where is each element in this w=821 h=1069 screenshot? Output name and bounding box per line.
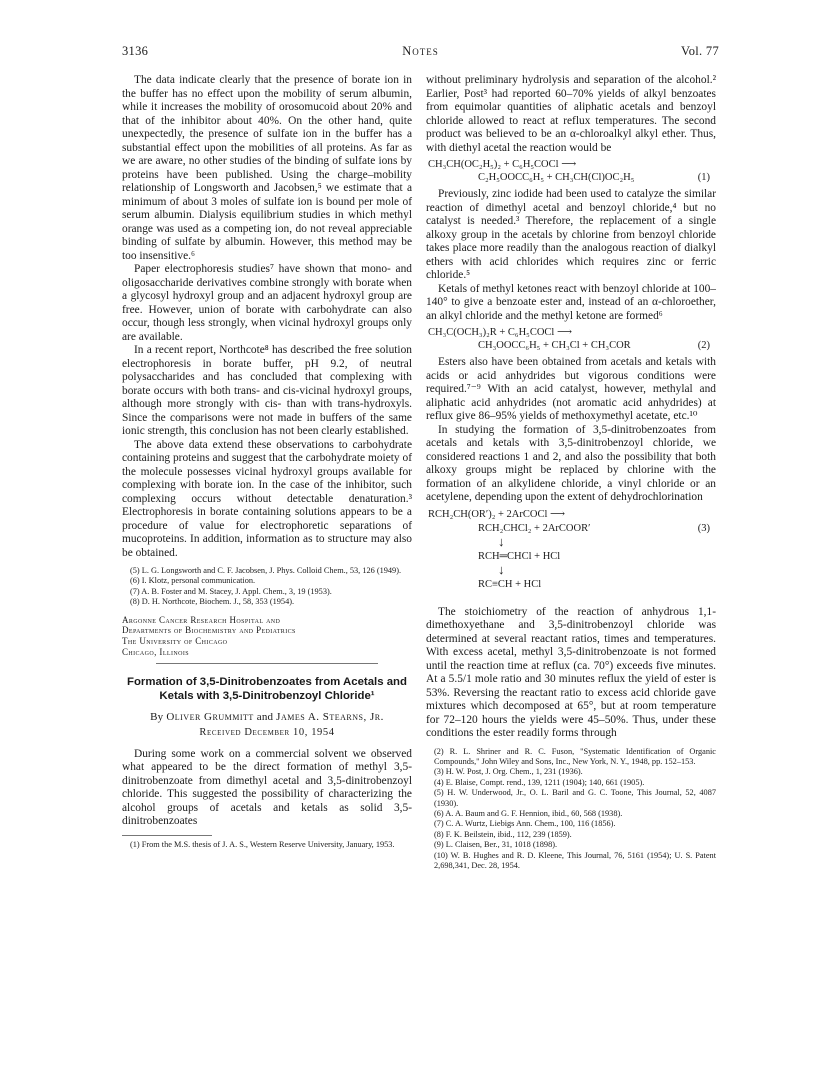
body-paragraph: Previously, zinc iodide had been used to catalyze the similar reaction of dimethyl acetal and benzoyl chloride,⁴ but no catalyst is needed.³ Therefore, the replacement of a single alkoxy group in the acetals by chlorine from benzoyl chloride takes place more readily than the analogous reaction of dialkyl ethers with acid chlorides which requires zinc or ferric chloride.⁵ [426,188,716,281]
article-title: Formation of 3,5-Dinitrobenzoates from Acetals and Ketals with 3,5-Dinitrobenzoyl Chloride¹ [127,675,407,702]
body-paragraph: In studying the formation of 3,5-dinitrobenzoates from acetals and ketals with 3,5-dinitrobenzoyl chloride, we considered reactions 1 and 2, and also the possibility that both alkoxy groups might be replaced by chlorine with the formation of an alkylidene chloride, a vinyl chloride or an acetylene, depending upon the extent of dehydrochlorination [426,423,716,503]
equation-2 [426,326,716,352]
author-line [122,711,412,723]
left-column [122,74,412,850]
body-paragraph: In a recent report, Northcote⁸ has described the free solution electrophoresis in borate buffer, pH 9.2, of neutral polysaccharides and has concluded that complexing with borate occurs with both trans- and cis-vicinal hydroxyl groups, although more strongly with cis- than with trans-hydroxyls. Since the comparisons were not made in buffers of the same ionic strength, this conclusion has not been clearly established. [122,344,412,437]
footnote: (3) H. W. Post, J. Org. Chem., 1, 231 (1936). [434,767,583,777]
footnote: (6) A. A. Baum and G. F. Hennion, ibid., 60, 568 (1938). [434,808,623,818]
section-divider [156,663,378,664]
equation-number: (2) [697,340,710,351]
footnote: (2) R. L. Shriner and R. C. Fuson, "Systematic Identification of Organic Compounds," John Wiley and Sons, Inc., New York, N. Y., 1948, pp. 152–153. [434,746,716,766]
equation-line: CH₃C(OCH₃)₂R + C₆H₅COCl ⟶ [428,327,573,338]
footnotes-left [122,566,412,608]
footnote: (9) L. Claisen, Ber., 31, 1018 (1898). [434,840,558,850]
received-date: Received December 10, 1954 [199,726,335,738]
equation-line: RCH₂CHCl₂ + 2ArCOOR′ [478,522,591,534]
body-paragraph: The data indicate clearly that the presence of borate ion in the buffer has no effect upon the mobility of serum albumin, while it increases the mobility of orosomucoid about 20% and that of the inhibitor about 40%. On the other hand, quite unexpectedly, the presence of sulfate ion in the buffer has a substantial effect upon the mobilities of all proteins. As far as we are aware, no other studies of the binding of sulfate ions by proteins have been published. Using the charge–mobility relationship of Longsworth and Jacobsen,⁵ we estimate that a minimum of about 3 moles of sulfate ion is bound per mole of serum albumin. Dialysis equilibrium studies in which methyl orange was used as a competing ion, do not reveal appreciable binding of sulfate by albumin. However, this method may be too insensitive.⁶ [122,74,412,262]
affiliation-line: Argonne Cancer Research Hospital and [122,614,281,625]
equation-line: RCH₂CH(OR′)₂ + 2ArCOCl ⟶ [428,508,566,520]
footnote: (7) A. B. Foster and M. Stacey, J. Appl. Chem., 3, 19 (1953). [130,586,332,596]
right-column [426,74,716,871]
down-arrow-icon: ↓ [498,533,505,549]
footnote: (7) C. A. Wurtz, Liebigs Ann. Chem., 100, 116 (1856). [434,819,616,829]
footnote-divider [122,835,212,836]
footnote: (5) L. G. Longsworth and C. F. Jacobsen, J. Phys. Colloid Chem., 53, 126 (1949). [130,566,402,575]
equation-line: CH₃OOCC₆H₅ + CH₃Cl + CH₃COR [478,340,631,351]
equation-line: C₂H₅OOCC₆H₅ + CH₃CH(Cl)OC₂H₅ [478,172,635,183]
body-paragraph: without preliminary hydrolysis and separation of the alcohol.² Earlier, Post³ had reported 60–70% yields of alkyl benzoates from equimolar quantities of aliphatic acetals and benzoyl chloride allowed to react at reflux temperatures. The second product was believed to be an α-chloroalkyl alkyl ether. Thus, with diethyl acetal the reaction would be [426,74,716,154]
affiliation [122,615,412,658]
footnote: (10) W. B. Hughes and R. D. Kleene, This Journal, 76, 5161 (1954); U. S. Patent 2,698,341, Dec. 28, 1954. [434,850,716,870]
equation-3 [426,508,716,600]
equation-line: RCH═CHCl + HCl [478,550,561,562]
footnote: (5) H. W. Underwood, Jr., O. L. Baril and G. C. Toone, This Journal, 52, 4087 (1930). [434,788,716,808]
body-paragraph: Ketals of methyl ketones react with benzoyl chloride at 100–140° to give a benzoate ester and, instead of an α-chloroether, an alkyl chloride and the methyl ketone are formed⁶ [426,282,716,322]
body-paragraph: The above data extend these observations to carbohydrate containing proteins and suggest that the carbohydrate moiety of the molecule possesses vicinal hydroxyl groups available for complexing with borate ion. In the case of the inhibitor, such complexing occurs without detectable denaturation.³ Electrophoresis in borate containing solutions appears to be a procedure of value for electrophoretic separations of mucoproteins. In addition, information as to structure may also be obtained. [122,438,412,559]
page-number: 3136 [122,44,149,58]
body-paragraph: Paper electrophoresis studies⁷ have shown that mono- and oligosaccharide derivatives combine strongly with borate when a glycosyl hydroxyl group and an adjacent hydroxyl group are free. However, union of borate with carbohydrate can also occur, though less strongly, when vicinal hydroxyl groups only are available. [122,263,412,343]
author-name: James A. Stearns, Jr. [276,710,384,723]
body-paragraph: Esters also have been obtained from acetals and ketals with acids or acid anhydrides but vigorous conditions were required.⁷⁻⁹ With an acid catalyst, however, methylal and aliphatic acid anhydrides (not aromatic acid anhydrides) at reflux give 86–95% yields of methoxymethyl acetate, etc.¹⁰ [426,356,716,422]
equation-number: (1) [697,172,710,183]
article-intro: During some work on a commercial solvent we observed what appeared to be the direct formation of methyl 3,5-dinitrobenzoate from dimethyl acetal and 3,5-dinitrobenzoyl chloride. This suggested the possibility of characterizing the alcohol groups of acetals and ketals as solid 3,5-dinitrobenzoates [122,747,412,828]
footnote: (8) D. H. Northcote, Biochem. J., 58, 353 (1954). [130,597,295,607]
affiliation-line: The University of Chicago [122,636,228,647]
equation-number: (3) [697,522,710,534]
footnote: (8) F. K. Beilstein, ibid., 112, 239 (1859). [434,829,572,839]
footnote: (4) E. Blaise, Compt. rend., 139, 1211 (1904); 140, 661 (1905). [434,777,645,787]
equation-line: CH₃CH(OC₂H₅)₂ + C₆H₅COCl ⟶ [428,159,577,170]
equation-1 [426,158,716,184]
section-title: Notes [402,44,439,58]
affiliation-line: Departments of Biochemistry and Pediatrics [122,625,296,636]
and-label: and [256,710,274,723]
footnote: (6) I. Klotz, personal communication. [130,576,256,586]
body-paragraph: The stoichiometry of the reaction of anhydrous 1,1-dimethoxyethane and 3,5-dinitrobenzoyl chloride was determined at several reactant ratios, times and temperatures. With excess acetal, methyl 3,5-dinitrobenzoate is not formed until the reaction time at reflux (ca. 70°) exceeds five minutes. At a 5.5/1 mole ratio and 30 minutes reflux the yield of ester is 53%. Reversing the reactant ratio to excess acid chloride gave mixtures which decomposed at 65°, but at room temperature for 72–120 hours the yields were 45–50%. Thus, under these conditions the ester readily forms through [426,605,716,739]
page-header [122,44,719,62]
down-arrow-icon: ↓ [498,561,505,577]
volume-label: Vol. 77 [681,44,719,58]
footnote: (1) From the M.S. thesis of J. A. S., Western Reserve University, January, 1953. [130,839,395,849]
equation-line: RC≡CH + HCl [478,578,542,590]
by-label: By [150,710,164,723]
footnotes-right [426,747,716,872]
affiliation-line: Chicago, Illinois [122,647,189,658]
author-name: Oliver Grummitt [166,710,254,723]
